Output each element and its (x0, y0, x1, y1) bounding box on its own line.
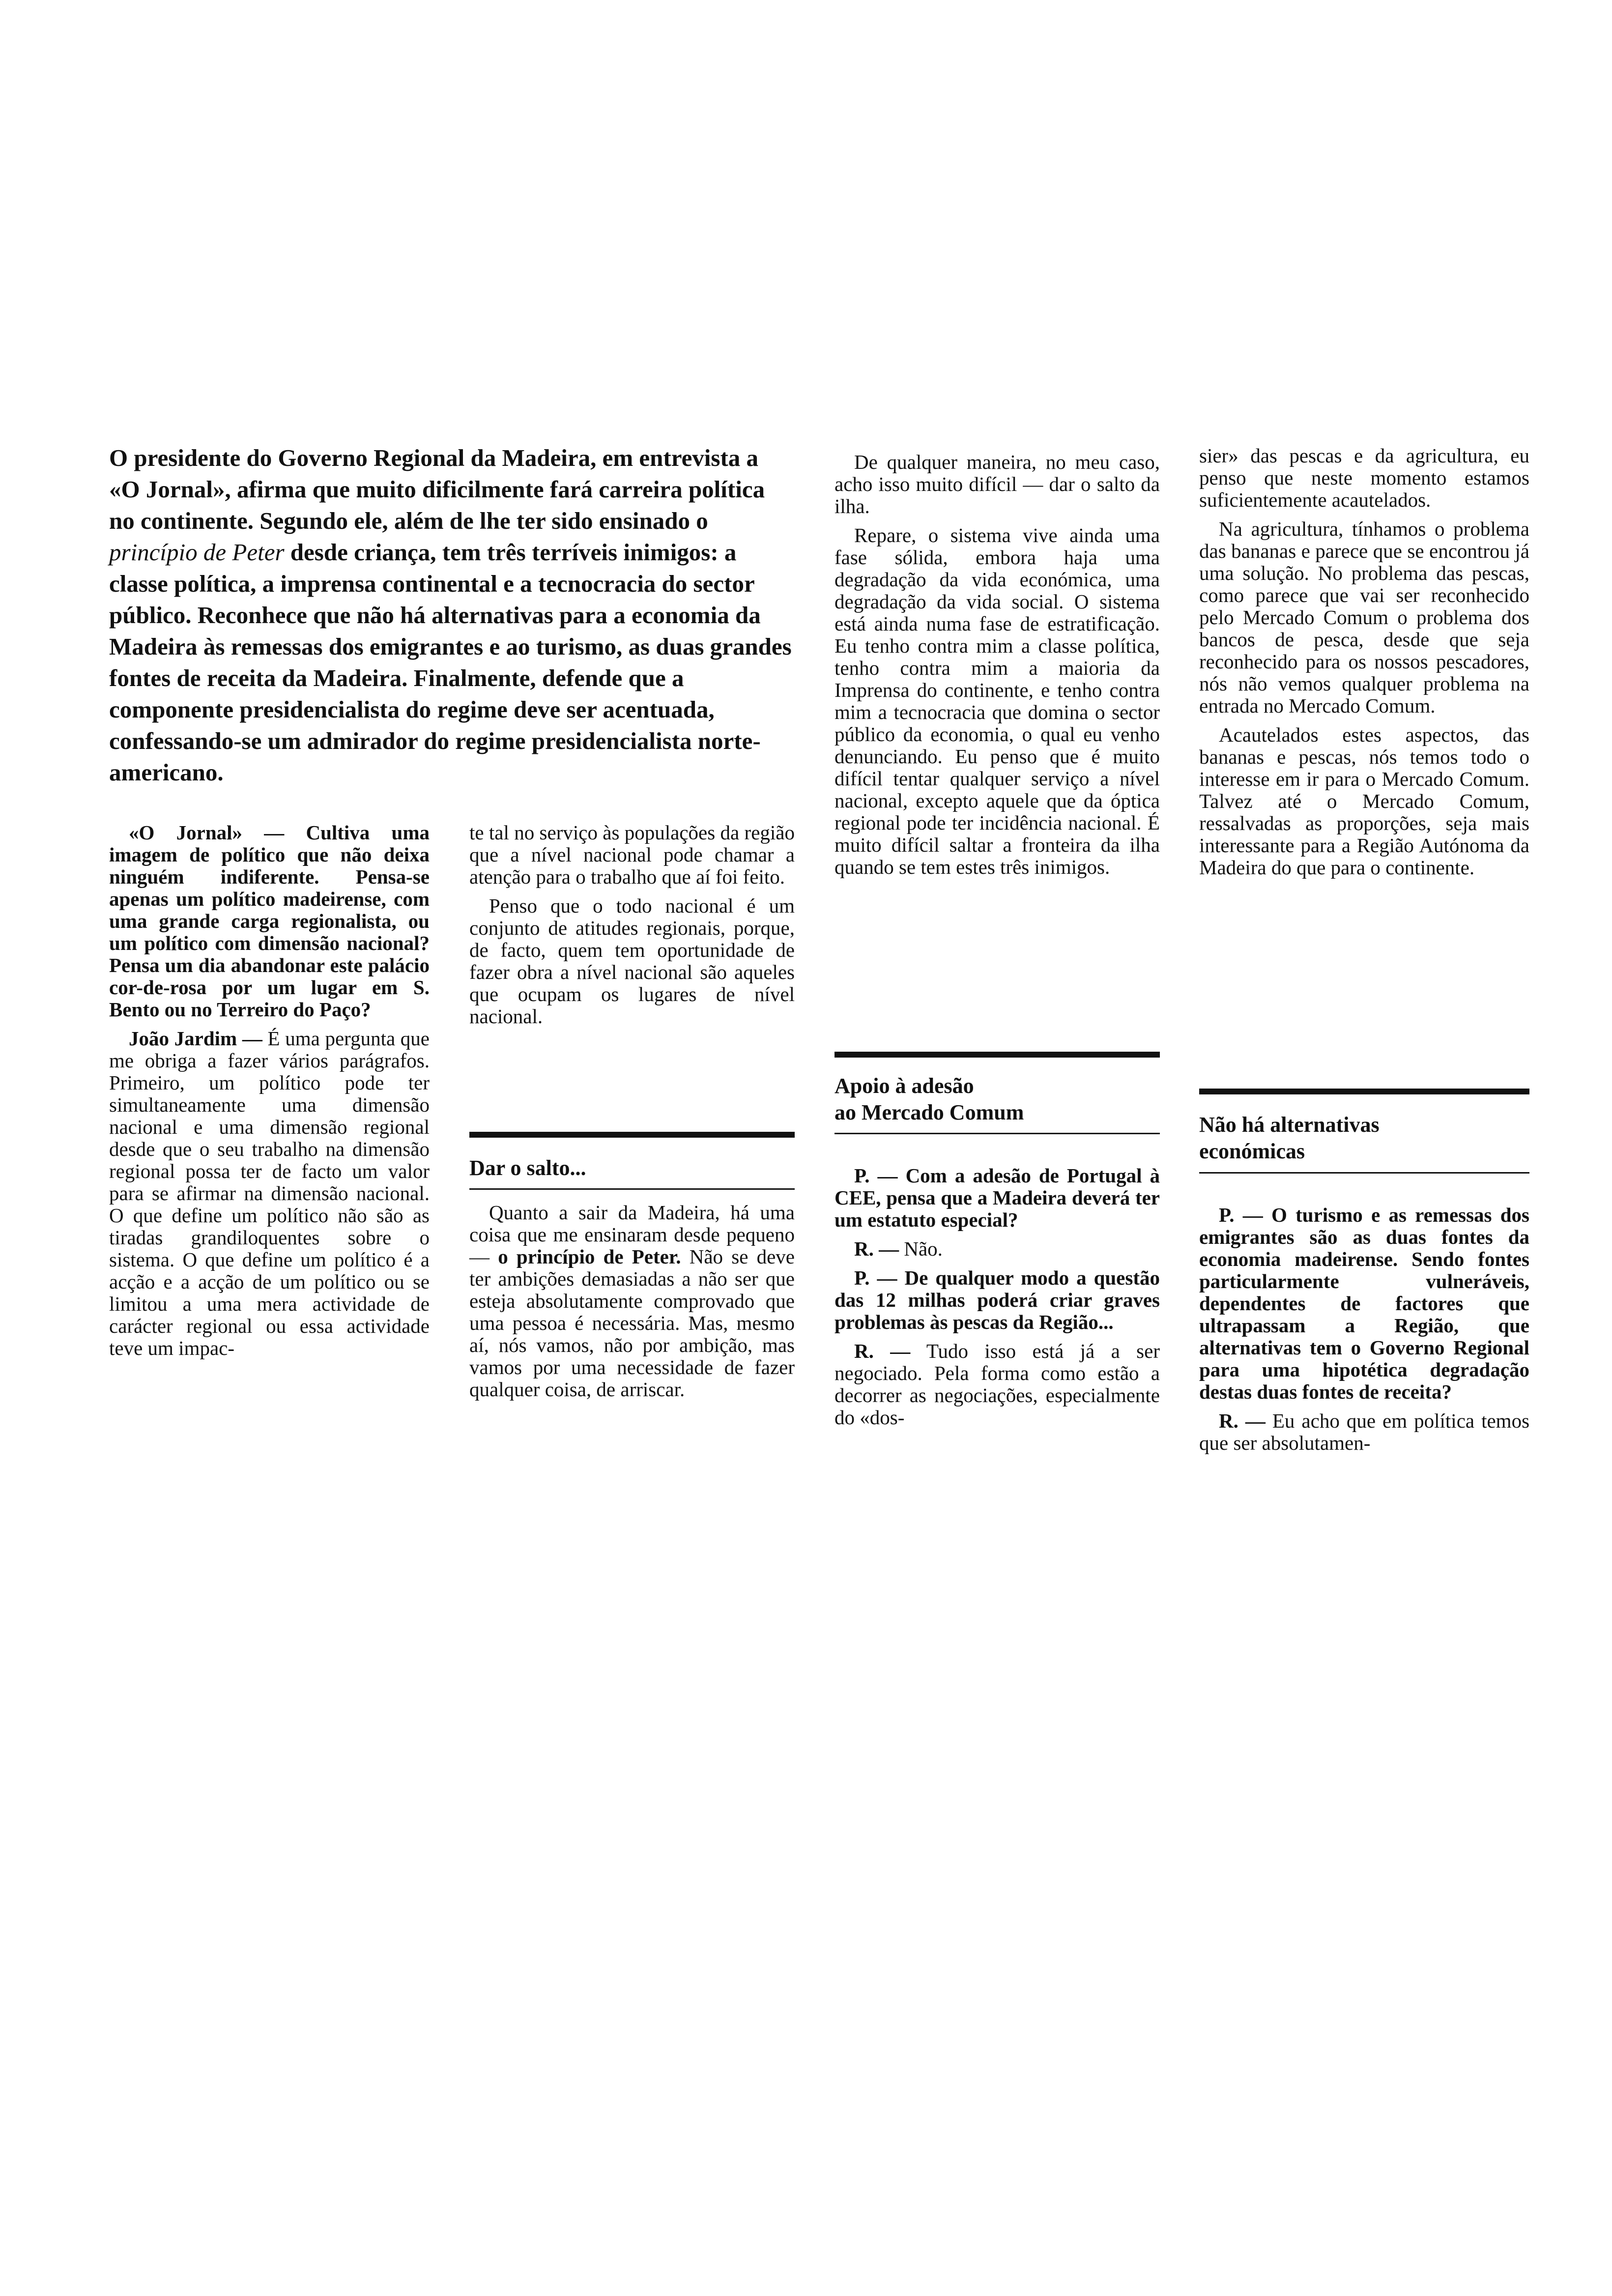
col2-p3-a: Quanto a sair da Madeira, há uma coisa que me ensinaram desde pequeno — (469, 1201, 795, 1268)
heading-line-1: Apoio à adesão (835, 1074, 974, 1098)
heading-nao-ha-alternativas (1199, 1112, 1529, 1165)
section-rule-2 (835, 1052, 1160, 1058)
heading-dar-o-salto: Dar o salto... (469, 1156, 586, 1180)
column-3-bottom (835, 1165, 1160, 1435)
column-2-top (469, 822, 795, 1034)
col4-paragraph-2: Na agricultura, tínhamos o problema das bananas e parece que se encontrou já uma solução. No problema das pescas, como parece que vai ser reconhecido pelo Mercado Comum o problema dos bancos de pesca, desde que seja reconhecido para os nossos pescadores, nós não vemos qualquer problema na entrada no Mercado Comum. (1199, 517, 1529, 717)
column-3-top (835, 451, 1160, 885)
col4-question-1: P. — O turismo e as remessas dos emigrantes são as duas fontes da economia madeirense. Sendo fontes particularmente vulneráveis, dependentes de factores que ultrapassam a Região, que alternativas tem o Governo Regional para uma hipotética degradação destas duas fontes de receita? (1199, 1204, 1529, 1403)
speaker-label: João Jardim — (129, 1027, 262, 1050)
heading-apoio-adesao (835, 1073, 1160, 1126)
section-rule-1 (469, 1132, 795, 1138)
col2-paragraph-1: te tal no serviço às populações da região que a nível nacional pode chamar a atenção para o trabalho que aí foi feito. (469, 821, 795, 888)
column-2-bottom (469, 1202, 795, 1407)
column-4-bottom (1199, 1204, 1529, 1461)
section-thin-rule-2 (835, 1133, 1160, 1134)
col3-paragraph-1: De qualquer maneira, no meu caso, acho isso muito difícil — dar o salto da ilha. (835, 451, 1160, 517)
lead-text-start: O presidente do Governo Regional da Madeira, em entrevista a «O Jornal», afirma que muito dificilmente fará carreira política no continente. Segundo ele, além de lhe ter sido ensinado o (109, 444, 765, 534)
heading-line-2: económicas (1199, 1139, 1305, 1163)
reply-text: Não. (904, 1237, 943, 1260)
col4-paragraph-1: sier» das pescas e da agricultura, eu penso que neste momento estamos suficientemente acautelados. (1199, 444, 1529, 511)
heading-line-1: Não há alternativas (1199, 1113, 1380, 1137)
col2-paragraph-3 (469, 1202, 795, 1401)
column-4-top (1199, 445, 1529, 886)
reply-label: R. — (854, 1340, 911, 1362)
heading-line-2: ao Mercado Comum (835, 1100, 1024, 1124)
col3-question-2: P. — De qualquer modo a questão das 12 milhas poderá criar graves problemas às pescas da Região... (835, 1266, 1160, 1333)
col3-reply-2 (835, 1340, 1160, 1429)
lead-emphasis: princípio de Peter (109, 539, 285, 566)
col2-paragraph-2: Penso que o todo nacional é um conjunto de atitudes regionais, porque, de facto, quem tem oportunidade de fazer obra a nível nacional são aqueles que ocupam os lugares de nível nacional. (469, 894, 795, 1028)
reply-text: Eu acho que em política temos que ser absolutamen- (1199, 1409, 1530, 1454)
answer-text: É uma pergunta que me obriga a fazer vários parágrafos. Primeiro, um político pode ter simultaneamente uma dimensão nacional e uma dimensão regional desde que o seu trabalho na dimensão regional possa ter de facto um valor para se afirmar na dimensão nacional. O que define um político não são as tiradas grandiloquentes sobre o sistema. O que define um político é a acção e a acção de um político ou se limitou a uma mera actividade de carácter regional ou essa actividade teve um impac- (109, 1027, 430, 1359)
interview-question-1: «O Jornal» — Cultiva uma imagem de político que não deixa ninguém indiferente. Pensa-se apenas um político madeirense, com uma grande carga regionalista, ou um político com dimensão nacional? Pensa um dia abandonar este palácio cor-de-rosa por um lugar em S. Bento ou no Terreiro do Paço? (109, 821, 430, 1021)
column-1 (109, 822, 430, 1366)
lead-paragraph (109, 442, 795, 788)
col3-question-1: P. — Com a adesão de Portugal à CEE, pensa que a Madeira deverá ter um estatuto especial? (835, 1164, 1160, 1231)
reply-label: R. — (854, 1237, 899, 1260)
section-thin-rule-1 (469, 1188, 795, 1190)
col3-paragraph-2: Repare, o sistema vive ainda uma fase sólida, embora haja uma degradação da vida económica, uma degradação da vida social. O sistema está ainda numa fase de estratificação. Eu tenho contra mim a classe política, tenho contra mim a maioria da Imprensa do continente, e tenho contra mim a tecnocracia que domina o sector público da economia, o qual eu venho denunciando. Eu penso que é muito difícil tentar qualquer serviço a nível nacional, excepto aquele que da óptica regional pode ter incidência nacional. É muito difícil saltar a fronteira da ilha quando se tem estes três inimigos. (835, 524, 1160, 878)
section-rule-3 (1199, 1089, 1529, 1094)
lead-text-end: desde criança, tem três terríveis inimigos: a classe política, a imprensa continental e a tecnocracia do sector público. Reconhece que não há alternativas para a economia da Madeira às remessas dos emigrantes e ao turismo, as duas grandes fontes de receita da Madeira. Finalmente, defende que a componente presidencialista do regime deve ser acentuada, confessando-se um admirador do regime presidencialista norte-americano. (109, 539, 792, 786)
col2-p3-bold: o princípio de Peter. (498, 1245, 681, 1268)
reply-text: Tudo isso está já a ser negociado. Pela forma como estão a decorrer as negociações, especialmente do «dos- (835, 1340, 1160, 1429)
col4-paragraph-3: Acautelados estes aspectos, das bananas e pescas, nós temos todo o interesse em ir para o Mercado Comum. Talvez até o Mercado Comum, ressalvadas as proporções, seja mais interessante para a Região Autónoma da Madeira do que para o continente. (1199, 723, 1529, 879)
reply-label: R. — (1219, 1409, 1266, 1432)
col2-p3-c: Não se deve ter ambições demasiadas a não ser que esteja absolutamente comprovado que uma pessoa é necessária. Mas, mesmo aí, nós vamos, não por ambição, mas vamos por uma necessidade de fazer qualquer coisa, de arriscar. (469, 1245, 795, 1401)
answer-paragraph-1 (109, 1028, 430, 1359)
col3-reply-1 (835, 1238, 1160, 1260)
section-thin-rule-3 (1199, 1172, 1529, 1174)
col4-reply-1 (1199, 1410, 1529, 1454)
